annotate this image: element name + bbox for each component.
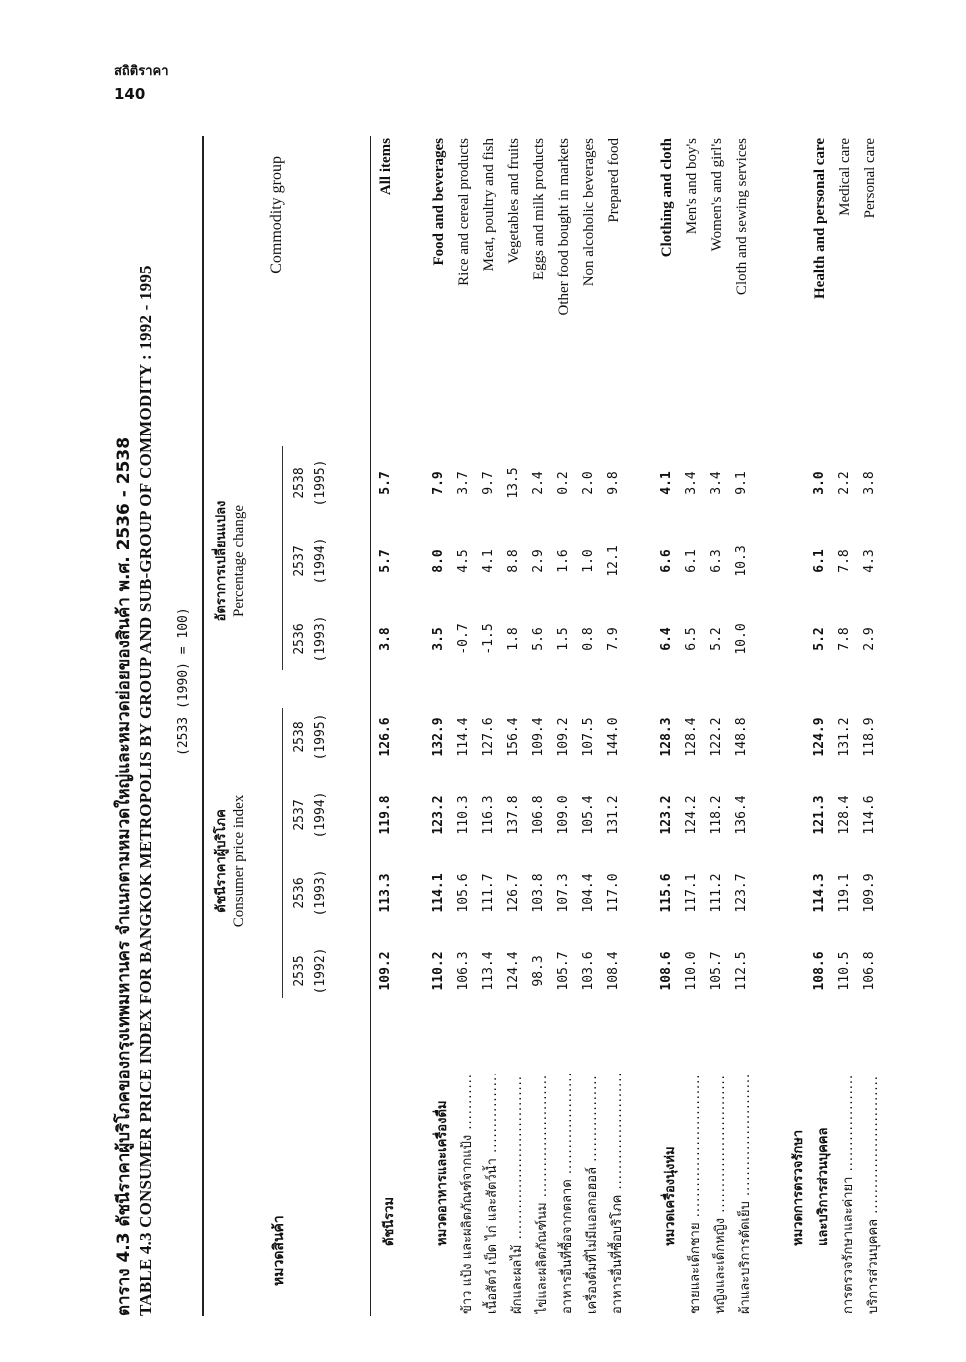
pct-change-value: 2.0	[581, 471, 596, 495]
row-label-english: Personal care	[862, 138, 878, 219]
cpi-year-4: 2538 (1995)	[292, 713, 328, 761]
table-row	[606, 136, 631, 1316]
pct-change-value: 6.1	[812, 549, 827, 573]
pct-change-value: 6.6	[659, 549, 674, 573]
row-label-english: Medical care	[837, 138, 853, 216]
section-label: สถิติราคา	[114, 64, 169, 79]
cpi-value: 114.4	[456, 717, 471, 757]
pct-change-value: 8.0	[431, 549, 446, 573]
row-label-thai: อาหารอื่นที่ซื้อจากตลาด .....	[556, 1074, 577, 1314]
cpi-value: 132.9	[431, 717, 446, 757]
cpi-value: 105.7	[709, 951, 724, 991]
table-row	[787, 136, 812, 1316]
cpi-value: 131.2	[606, 795, 621, 835]
pct-change-value: 10.3	[734, 545, 749, 577]
pct-year-2: 2537 (1994)	[292, 537, 328, 585]
row-label-thai: หญิงและเด็กหญิง .....	[709, 1074, 730, 1314]
pct-change-value: 1.0	[581, 549, 596, 573]
row-label-thai: ผักและผลไม้ .....	[506, 1074, 527, 1314]
pct-change-value: 5.2	[709, 627, 724, 651]
table-row	[684, 136, 709, 1316]
header-cpi	[210, 711, 248, 1011]
cpi-value: 110.5	[837, 951, 852, 991]
row-label-english: Other food bought in markets	[556, 138, 572, 316]
cpi-value: 122.2	[709, 717, 724, 757]
cpi-value: 128.4	[837, 795, 852, 835]
cpi-value: 98.3	[531, 955, 546, 987]
cpi-value: 105.6	[456, 873, 471, 913]
base-year-note: (2533 (1990) = 100)	[176, 607, 191, 756]
pct-change-value: 3.0	[812, 471, 827, 495]
cpi-value: 110.0	[684, 951, 699, 991]
cpi-value: 116.3	[481, 795, 496, 835]
pct-change-value: 8.8	[506, 549, 521, 573]
pct-change-value: 3.4	[709, 471, 724, 495]
cpi-value: 127.6	[481, 717, 496, 757]
pct-change-value: 5.7	[378, 471, 393, 495]
row-label-thai: บริการส่วนบุคคล .....	[862, 1074, 883, 1314]
cpi-value: 118.9	[862, 717, 877, 757]
header-commodity-thai: หมวดสินค้า	[271, 1215, 287, 1286]
pct-change-value: 4.3	[862, 549, 877, 573]
page-number: 140	[114, 85, 146, 103]
pct-change-value: 5.7	[378, 549, 393, 573]
header-commodity-english: Commodity group	[268, 156, 285, 274]
cpi-value: 124.4	[506, 951, 521, 991]
row-label-thai: อาหารอื่นที่ซื้อบริโภค .....	[606, 1074, 627, 1314]
cpi-value: 119.1	[837, 873, 852, 913]
table-row	[581, 136, 606, 1316]
cpi-value: 118.2	[709, 795, 724, 835]
row-label-thai: ดัชนีรวม	[382, 1196, 397, 1246]
pct-change-value: 4.1	[481, 549, 496, 573]
cpi-value: 156.4	[506, 717, 521, 757]
table-row	[378, 136, 403, 1316]
table-top-rule	[202, 136, 204, 1316]
cpi-value: 111.7	[481, 873, 496, 913]
cpi-value: 109.4	[531, 717, 546, 757]
cpi-value: 110.3	[456, 795, 471, 835]
pct-change-value: 10.0	[734, 623, 749, 655]
row-label-english: All items	[378, 138, 394, 196]
cpi-value: 136.4	[734, 795, 749, 835]
cpi-value: 128.3	[659, 717, 674, 757]
cpi-value: 144.0	[606, 717, 621, 757]
table-title-english: TABLE 4.3 CONSUMER PRICE INDEX FOR BANGKOK METROPOLIS BY GROUP AND SUB-GROUP OF COMMODITY : 1992 - 1995	[136, 265, 155, 1316]
cpi-value: 105.7	[556, 951, 571, 991]
row-label-thai: เนื้อสัตว์ เป็ด ไก่ และสัตว์น้ำ .....	[481, 1074, 502, 1314]
row-spacer	[631, 136, 659, 1316]
pct-change-value: 9.1	[734, 471, 749, 495]
cpi-value: 106.8	[862, 951, 877, 991]
row-label-english: Men's and boy's	[684, 138, 700, 235]
cpi-value: 114.1	[431, 873, 446, 913]
pct-change-value: 2.9	[862, 627, 877, 651]
pct-change-value: -1.5	[481, 623, 496, 655]
cpi-year-3: 2537 (1994)	[292, 791, 328, 839]
row-label-english: Food and beverages	[431, 138, 447, 266]
rotated-table-page	[110, 126, 890, 1316]
cpi-value: 113.3	[378, 873, 393, 913]
row-label-thai: หมวดการตรวจรักษา	[791, 1129, 806, 1246]
pct-change-value: 3.7	[456, 471, 471, 495]
pct-change-value: 4.5	[456, 549, 471, 573]
pct-change-value: 0.8	[581, 627, 596, 651]
row-label-english: Clothing and cloth	[659, 138, 675, 258]
cpi-value: 124.9	[812, 717, 827, 757]
cpi-value: 110.2	[431, 951, 446, 991]
row-label-thai: หมวดเครื่องนุ่งห่ม	[663, 1146, 678, 1246]
pct-change-value: 5.2	[812, 627, 827, 651]
cpi-value: 104.4	[581, 873, 596, 913]
cpi-value: 111.2	[709, 873, 724, 913]
cpi-value: 113.4	[481, 951, 496, 991]
cpi-value: 117.1	[684, 873, 699, 913]
row-label-thai: การตรวจรักษาและค่ายา .....	[837, 1074, 858, 1314]
row-label-thai: ชายและเด็กชาย .....	[684, 1074, 705, 1314]
cpi-value: 123.7	[734, 873, 749, 913]
row-label-english: Prepared food	[606, 138, 622, 223]
cpi-value: 123.2	[431, 795, 446, 835]
row-label-english: Health and personal care	[812, 138, 828, 299]
cpi-value: 103.8	[531, 873, 546, 913]
table-row	[531, 136, 556, 1316]
row-label-english: Non alcoholic beverages	[581, 138, 597, 287]
cpi-value: 106.3	[456, 951, 471, 991]
cpi-value: 131.2	[837, 717, 852, 757]
cpi-value: 103.6	[581, 951, 596, 991]
cpi-value: 114.3	[812, 873, 827, 913]
cpi-value: 109.0	[556, 795, 571, 835]
pct-change-value: 12.1	[606, 545, 621, 577]
header-cpi-english: Consumer price index	[231, 794, 247, 928]
cpi-year-1: 2535 (1992)	[292, 947, 328, 995]
row-label-english: Eggs and milk products	[531, 138, 547, 281]
cpi-value: 121.3	[812, 795, 827, 835]
cpi-value: 108.4	[606, 951, 621, 991]
row-spacer	[403, 136, 431, 1316]
cpi-value: 117.0	[606, 873, 621, 913]
cpi-value: 126.6	[378, 717, 393, 757]
row-label-thai: และบริการส่วนบุคคล	[816, 1127, 831, 1246]
row-label-english: Cloth and sewing services	[734, 138, 750, 296]
pct-change-value: -0.7	[456, 623, 471, 655]
pct-change-value: 6.3	[709, 549, 724, 573]
table-row	[481, 136, 506, 1316]
cpi-value: 109.9	[862, 873, 877, 913]
cpi-value: 115.6	[659, 873, 674, 913]
header-cpi-thai: ดัชนีราคาผู้บริโภค	[214, 809, 229, 913]
cpi-value: 148.8	[734, 717, 749, 757]
pct-year-3: 2538 (1995)	[292, 459, 328, 507]
row-label-thai: หมวดอาหารและเครื่องดื่ม	[435, 1100, 450, 1246]
table-row	[862, 136, 887, 1316]
pct-change-value: 2.4	[531, 471, 546, 495]
cpi-value: 137.8	[506, 795, 521, 835]
row-label-english: Women's and girl's	[709, 138, 725, 252]
cpi-value: 112.5	[734, 951, 749, 991]
pct-change-value: 4.1	[659, 471, 674, 495]
pct-change-value: 2.2	[837, 471, 852, 495]
pct-change-value: 9.8	[606, 471, 621, 495]
table-row	[812, 136, 837, 1316]
table-row	[837, 136, 862, 1316]
pct-year-1: 2536 (1993)	[292, 615, 328, 663]
cpi-value: 126.7	[506, 873, 521, 913]
row-label-english: Rice and cereal products	[456, 138, 472, 286]
pct-change-value: 7.8	[837, 549, 852, 573]
header-pct-english: Percentage change	[231, 504, 247, 618]
cpi-value: 108.6	[659, 951, 674, 991]
table-row	[431, 136, 456, 1316]
cpi-value: 107.5	[581, 717, 596, 757]
pct-change-value: 1.8	[506, 627, 521, 651]
pct-change-value: 6.5	[684, 627, 699, 651]
row-label-english: Vegetables and fruits	[506, 138, 522, 264]
pct-change-value: 1.5	[556, 627, 571, 651]
cpi-value: 124.2	[684, 795, 699, 835]
pct-change-value: 6.1	[684, 549, 699, 573]
cpi-value: 114.6	[862, 795, 877, 835]
row-label-thai: ไข่และผลิตภัณฑ์นม .....	[531, 1074, 552, 1314]
table-row	[734, 136, 759, 1316]
pct-change-value: 1.6	[556, 549, 571, 573]
pct-change-value: 0.2	[556, 471, 571, 495]
pct-change-value: 7.9	[431, 471, 446, 495]
row-label-english: Meat, poultry and fish	[481, 138, 497, 272]
cpi-value: 128.4	[684, 717, 699, 757]
pct-change-value: 9.7	[481, 471, 496, 495]
pct-change-value: 13.5	[506, 467, 521, 499]
table-title-thai: ตาราง 4.3 ดัชนีราคาผู้บริโภคของกรุงเทพมหานคร จำแนกตามหมวดใหญ่และหมวดย่อยของสินค้า พ.ศ. 2536 - 2538	[114, 436, 134, 1316]
pct-change-value: 5.6	[531, 627, 546, 651]
table-row	[556, 136, 581, 1316]
pct-underline	[282, 446, 283, 670]
row-label-thai: เครื่องดื่มที่ไม่มีแอลกอฮอล์ .....	[581, 1074, 602, 1314]
row-spacer	[759, 136, 787, 1316]
cpi-value: 109.2	[378, 951, 393, 991]
pct-change-value: 3.8	[378, 627, 393, 651]
table-row	[659, 136, 684, 1316]
table-row	[506, 136, 531, 1316]
cpi-value: 105.4	[581, 795, 596, 835]
cpi-value: 107.3	[556, 873, 571, 913]
pct-change-value: 3.5	[431, 627, 446, 651]
pct-change-value: 6.4	[659, 627, 674, 651]
row-label-thai: ผ้าและบริการตัดเย็บ .....	[734, 1074, 755, 1314]
cpi-value: 108.6	[812, 951, 827, 991]
pct-change-value: 3.4	[684, 471, 699, 495]
header-pct-thai: อัตราการเปลี่ยนแปลง	[214, 500, 229, 622]
cpi-value: 123.2	[659, 795, 674, 835]
table-row	[709, 136, 734, 1316]
table-header-rule	[370, 136, 371, 1316]
table-row	[456, 136, 481, 1316]
page-header	[114, 60, 169, 103]
pct-change-value: 7.9	[606, 627, 621, 651]
table-body	[378, 136, 887, 1316]
header-pct	[210, 446, 248, 676]
cpi-year-2: 2536 (1993)	[292, 869, 328, 917]
pct-change-value: 2.9	[531, 549, 546, 573]
cpi-value: 119.8	[378, 795, 393, 835]
cpi-underline	[282, 708, 283, 998]
cpi-value: 109.2	[556, 717, 571, 757]
pct-change-value: 3.8	[862, 471, 877, 495]
cpi-value: 106.8	[531, 795, 546, 835]
pct-change-value: 7.8	[837, 627, 852, 651]
row-label-thai: ข้าว แป้ง และผลิตภัณฑ์จากแป้ง .....	[456, 1074, 477, 1314]
